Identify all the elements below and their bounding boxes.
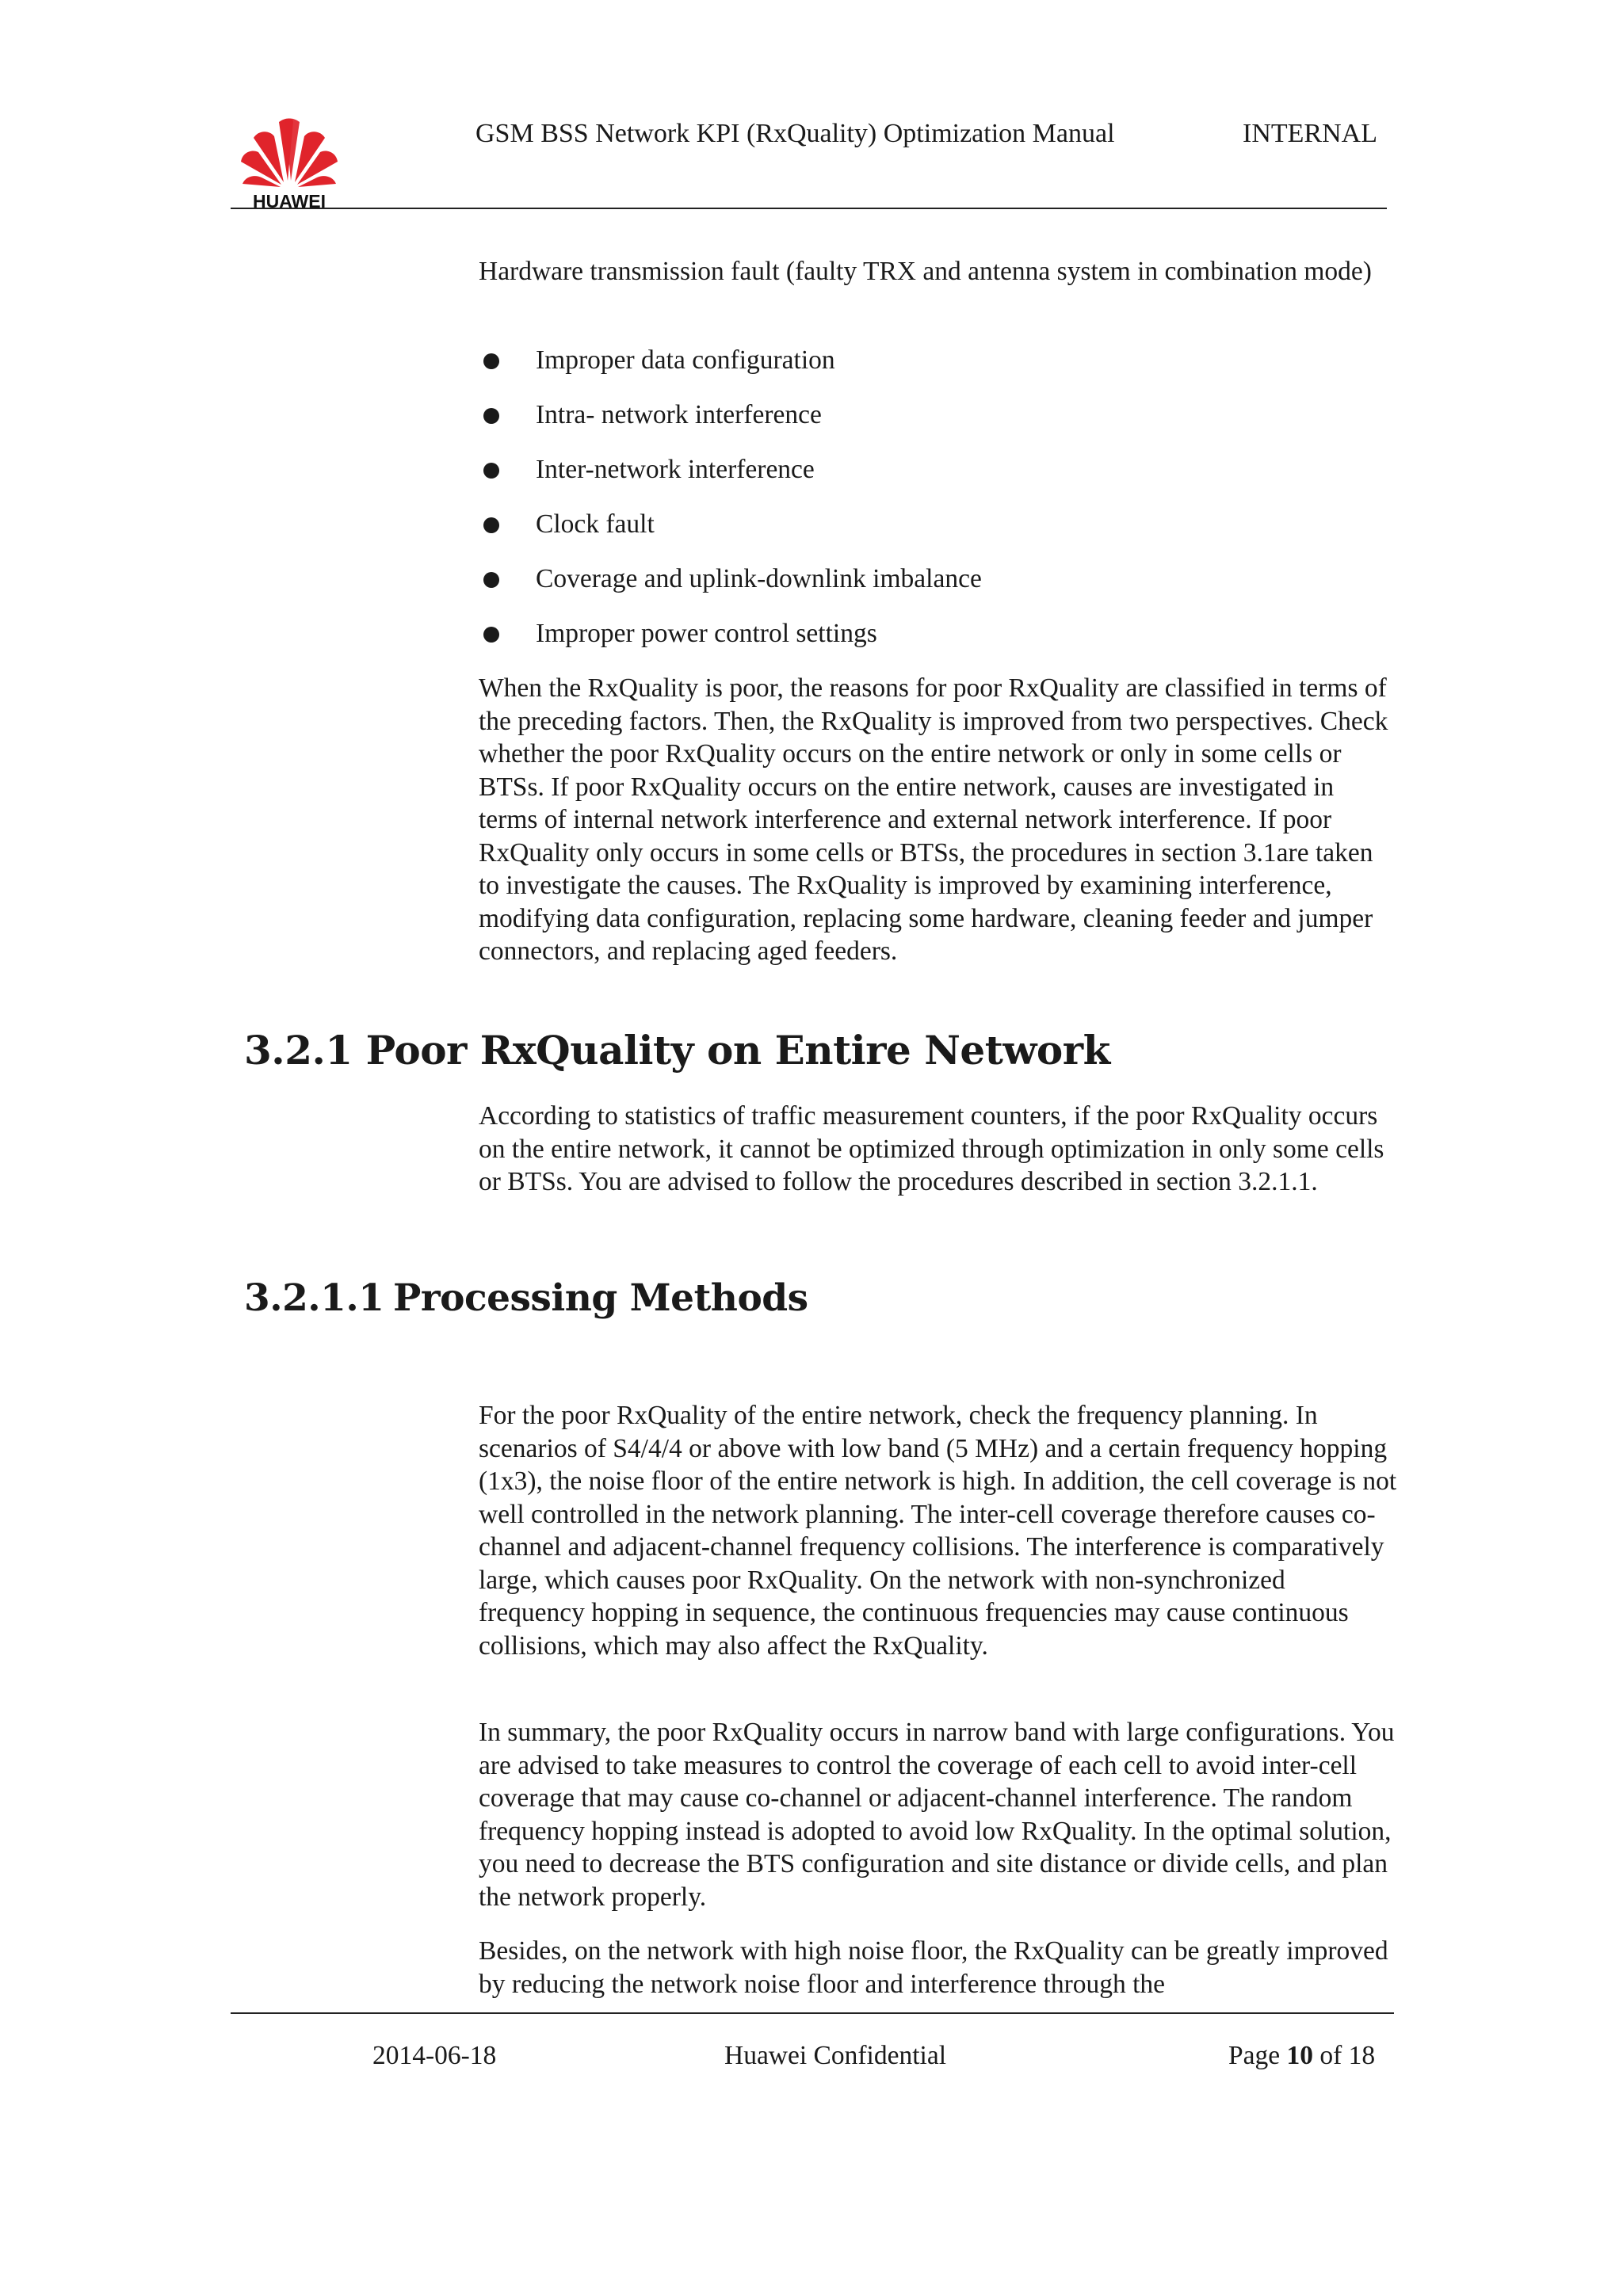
- list-item-text: Intra- network interference: [536, 400, 822, 429]
- subsection-title: Processing Methods: [393, 1276, 808, 1320]
- bullet-icon: [483, 517, 499, 533]
- list-item-text: Coverage and uplink-downlink imbalance: [536, 564, 982, 593]
- footer-confidentiality: Huawei Confidential: [724, 2041, 947, 2070]
- header-divider: [231, 208, 1387, 209]
- method-paragraph: In summary, the poor RxQuality occurs in narrow band with large configurations. You are advised to take measures to control the coverage of each cell to avoid inter-cell coverage that may cause co-channel or adjacent-channel interference. The random frequency hopping instead is adopted to avoid low RxQuality. In the optimal solution, you need to decrease the BTS configuration and site distance or divide cells, and plan the network properly.: [479, 1718, 1395, 1912]
- subsection-heading: [244, 1276, 808, 1322]
- bullet-icon: [483, 572, 499, 588]
- classification-label: INTERNAL: [1243, 119, 1377, 148]
- section-heading: 3.2.1 Poor RxQuality on Entire Network: [244, 1027, 1110, 1074]
- list-item-text: Improper power control settings: [536, 619, 877, 648]
- subsection-number: 3.2.1.1: [244, 1276, 384, 1320]
- list-item-text: Clock fault: [536, 509, 655, 539]
- footer-divider: [231, 2012, 1394, 2014]
- huawei-logo: [238, 111, 341, 211]
- intro-paragraph: Hardware transmission fault (faulty TRX and antenna system in combination mode): [479, 257, 1372, 286]
- bullet-icon: [483, 408, 499, 424]
- analysis-paragraph: When the RxQuality is poor, the reasons for poor RxQuality are classified in terms of the preceding factors. Then, the RxQuality is improved from two perspectives. Check whether the poor RxQuality occurs on the entire network or only in some cells or BTSs. If poor RxQuality occurs on the entire network, causes are investigated in terms of internal network interference and external network interference. If poor RxQuality only occurs in some cells or BTSs, the procedures in section 3.1are taken to investigate the causes. The RxQuality is improved by examining interference, modifying data configuration, replacing some hardware, cleaning feeder and jumper connectors, and replacing aged feeders.: [479, 673, 1388, 966]
- list-item-text: Inter-network interference: [536, 455, 815, 484]
- bullet-icon: [483, 353, 499, 369]
- page-indicator: [1228, 2041, 1375, 2071]
- page-total: of 18: [1319, 2041, 1376, 2070]
- footer-date: 2014-06-18: [372, 2041, 497, 2070]
- bullet-icon: [483, 463, 499, 479]
- method-paragraph: Besides, on the network with high noise floor, the RxQuality can be greatly improved by reducing the network noise floor and interference through the: [479, 1936, 1388, 1999]
- page-number: 10: [1286, 2041, 1313, 2070]
- logo-wordmark: HUAWEI: [253, 191, 326, 211]
- document-title: GSM BSS Network KPI (RxQuality) Optimization Manual: [475, 119, 1115, 148]
- section-paragraph: According to statistics of traffic measurement counters, if the poor RxQuality occurs on the entire network, it cannot be optimized through optimization in only some cells or BTSs. You are advised to follow the procedures described in section 3.2.1.1.: [479, 1101, 1384, 1196]
- huawei-flower-icon: [238, 111, 341, 211]
- page-prefix: Page: [1228, 2041, 1281, 2070]
- list-item-text: Improper data configuration: [536, 345, 835, 375]
- bullet-icon: [483, 627, 499, 643]
- method-paragraph: For the poor RxQuality of the entire network, check the frequency planning. In scenarios of S4/4/4 or above with low band (5 MHz) and a certain frequency hopping (1x3), the noise floor of the entire network is high. In addition, the cell coverage is not well controlled in the network planning. The inter-cell coverage therefore causes co-channel and adjacent-channel frequency collisions. The interference is comparatively large, which causes poor RxQuality. On the network with non-synchronized frequency hopping in sequence, the continuous frequencies may cause continuous collisions, which may also affect the RxQuality.: [479, 1401, 1397, 1661]
